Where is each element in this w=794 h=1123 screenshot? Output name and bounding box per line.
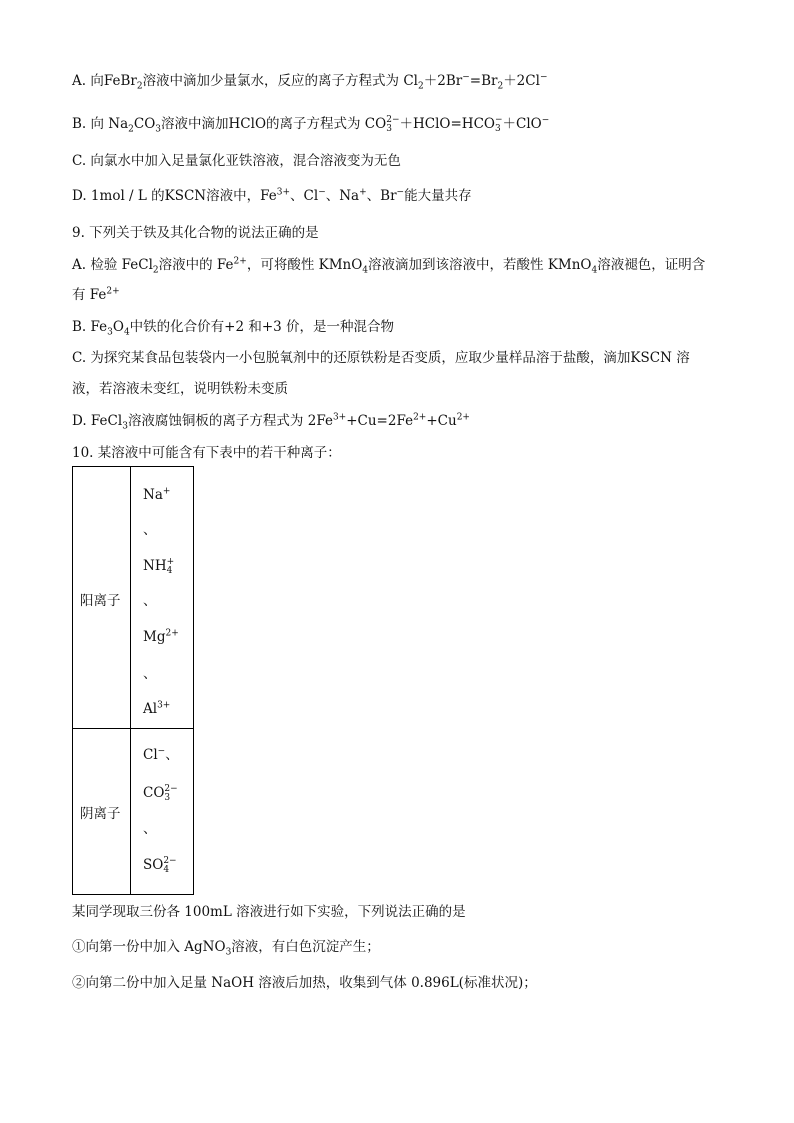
q8-option-b: B. 向 $Na_2CO_3$溶液中滴加HClO的离子方程式为 CO 2− 3 ＋HClO=HCO − 3 ＋ClO−	[72, 114, 550, 135]
q9-option-c-cont: 液，若溶液未变红，说明铁粉未变质	[72, 381, 288, 397]
q9-option-d: D. FeCl$_3$溶液腐蚀铜板的离子方程式为 $2Fe^{3+}+Cu=2Fe^{2+}+Cu^{2+}$	[72, 412, 470, 432]
q8-option-c: C. 向氯水中加入足量氯化亚铁溶液，混合溶液变为无色	[72, 153, 401, 169]
q10-experiment-intro: 某同学现取三份各 100mL 溶液进行如下实验，下列说法正确的是	[72, 904, 466, 920]
cation-separator: 、	[143, 522, 157, 538]
cation-separator: 、	[143, 666, 157, 682]
anion-cl: Cl−、	[143, 746, 179, 763]
q8-option-a: A. 向FeBr$_2$溶液中滴加少量氯水，反应的离子方程式为 $Cl_2+2Br^-=Br_2+2Cl^-$	[72, 72, 548, 92]
q9-option-b: B. $Fe_3O_4$中铁的化合价有+2 和+3 价，是一种混合物	[72, 319, 395, 338]
q9-option-c: C. 为探究某食品包装袋内一小包脱氧剂中的还原铁粉是否变质，应取少量样品溶于盐酸，滴加KSCN 溶	[72, 350, 690, 366]
table-border-top	[72, 466, 194, 467]
anion-separator: 、	[143, 821, 157, 837]
cation-mg: $Mg^{2+}$	[143, 628, 179, 645]
table-border-bottom	[72, 894, 194, 895]
anion-label: 阴离子	[80, 806, 121, 822]
table-border-right	[193, 466, 194, 895]
q10-experiment-1: ①向第一份中加入 AgNO$_3$溶液，有白色沉淀产生；	[72, 939, 380, 958]
cation-al: $Al^{3+}$	[143, 700, 171, 717]
q9-option-a: A. 检验 FeCl$_2$溶液中的 $Fe^{2+}$，可将酸性 KMnO$_4$溶液滴加到该溶液中，若酸性 KMnO$_4$溶液褪色，证明含	[72, 256, 706, 276]
table-border-mid	[72, 728, 194, 729]
q9-stem: 9. 下列关于铁及其化合物的说法正确的是	[72, 225, 319, 241]
q10-experiment-2: ②向第二份中加入足量 NaOH 溶液后加热，收集到气体 0.896L(标准状况)；	[72, 975, 537, 991]
q10-stem: 10. 某溶液中可能含有下表中的若干种离子：	[72, 445, 341, 461]
cation-nh4: NH + 4	[143, 556, 175, 576]
table-border-left	[72, 466, 73, 895]
anion-so4: SO 2− 4	[143, 855, 177, 875]
table-border-divider	[130, 466, 131, 895]
q9-option-a-cont: 有 $Fe^{2+}$	[72, 286, 120, 303]
cation-label: 阳离子	[80, 593, 121, 609]
anion-co3: CO 2− 3	[143, 783, 178, 803]
cation-na: Na+	[143, 486, 171, 503]
q8-option-d: D. 1mol / L 的KSCN溶液中，$Fe^{3+}$、Cl−、Na+、Br−能大量共存	[72, 187, 472, 204]
cation-separator: 、	[143, 593, 157, 609]
